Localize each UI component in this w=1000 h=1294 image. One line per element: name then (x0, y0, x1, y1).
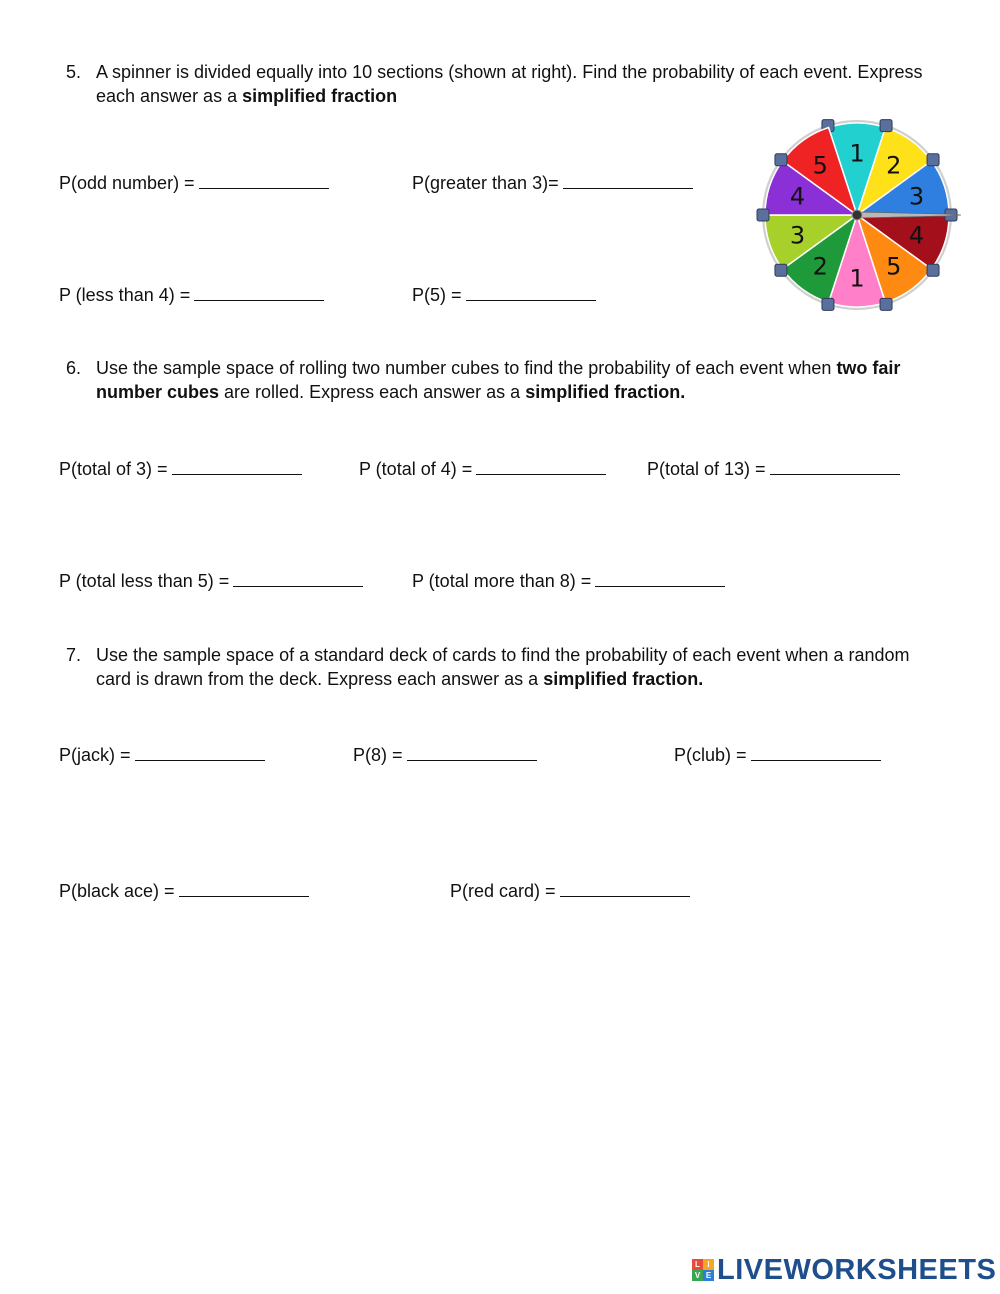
spinner-section-label: 3 (789, 221, 806, 250)
answer-blank[interactable] (476, 457, 606, 475)
answer-jack: P(jack) = (59, 743, 265, 766)
spinner-section-label: 1 (849, 264, 865, 293)
question-text: Use the sample space of a standard deck of cards to find the probability of each event when a random card is drawn from the deck. Express each answer as a simplified fraction. (96, 645, 910, 689)
spinner-peg (757, 209, 769, 221)
answer-blank[interactable] (751, 743, 881, 761)
spinner-section-label: 2 (886, 151, 902, 180)
question-number: 7. (66, 645, 82, 665)
spinner-section-label: 5 (886, 252, 902, 281)
answer-blank[interactable] (563, 171, 693, 189)
answer-blank[interactable] (172, 457, 302, 475)
question-number: 6. (66, 358, 82, 378)
spinner-section-label: 4 (789, 182, 806, 211)
logo-mark-icon: L I V E (692, 1259, 714, 1281)
spinner-section-label: 3 (908, 182, 925, 211)
answer-club: P(club) = (674, 743, 881, 766)
answer-8: P(8) = (353, 743, 537, 766)
question-text: Use the sample space of rolling two number cubes to find the probability of each event when two fair number cubes are rolled. Express each answer as a simplified fraction. (96, 358, 901, 402)
answer-blank[interactable] (199, 171, 329, 189)
answer-blank[interactable] (179, 879, 309, 897)
answer-blank[interactable] (466, 283, 596, 301)
answer-red-card: P(red card) = (450, 879, 690, 902)
question-7 (66, 643, 946, 691)
spinner-peg (775, 264, 787, 276)
spinner-peg (880, 120, 892, 132)
answer-total-13: P(total of 13) = (647, 457, 900, 480)
spinner-image (752, 108, 962, 322)
answer-5: P(5) = (412, 283, 596, 306)
spinner-peg (880, 298, 892, 310)
answer-total-3: P(total of 3) = (59, 457, 302, 480)
liveworksheets-logo (692, 1255, 996, 1285)
answer-blank[interactable] (233, 569, 363, 587)
answer-blank[interactable] (194, 283, 324, 301)
question-5 (66, 60, 946, 108)
question-number: 5. (66, 62, 82, 82)
spinner-section-label: 1 (849, 139, 865, 168)
answer-total-4: P (total of 4) = (359, 457, 606, 480)
spinner-peg (927, 264, 939, 276)
spinner-section-label: 5 (812, 151, 828, 180)
answer-blank[interactable] (770, 457, 900, 475)
answer-blank[interactable] (407, 743, 537, 761)
answer-blank[interactable] (560, 879, 690, 897)
spinner-peg (822, 298, 834, 310)
spinner-section-label: 4 (908, 221, 925, 250)
answer-total-more-than-8: P (total more than 8) = (412, 569, 725, 592)
spinner-peg (927, 154, 939, 166)
question-6 (66, 356, 946, 404)
answer-black-ace: P(black ace) = (59, 879, 309, 902)
spinner-hub (852, 210, 862, 220)
answer-total-less-than-5: P (total less than 5) = (59, 569, 363, 592)
answer-blank[interactable] (595, 569, 725, 587)
answer-odd-number: P(odd number) = (59, 171, 329, 194)
spinner-peg (775, 154, 787, 166)
answer-blank[interactable] (135, 743, 265, 761)
logo-text: LIVEWORKSHEETS (717, 1253, 997, 1286)
question-text: A spinner is divided equally into 10 sections (shown at right). Find the probability of each event. Express each answer as a simplified fraction (96, 62, 923, 106)
answer-greater-than-3: P(greater than 3)= (412, 171, 693, 194)
answer-less-than-4: P (less than 4) = (59, 283, 324, 306)
spinner-section-label: 2 (812, 252, 828, 281)
